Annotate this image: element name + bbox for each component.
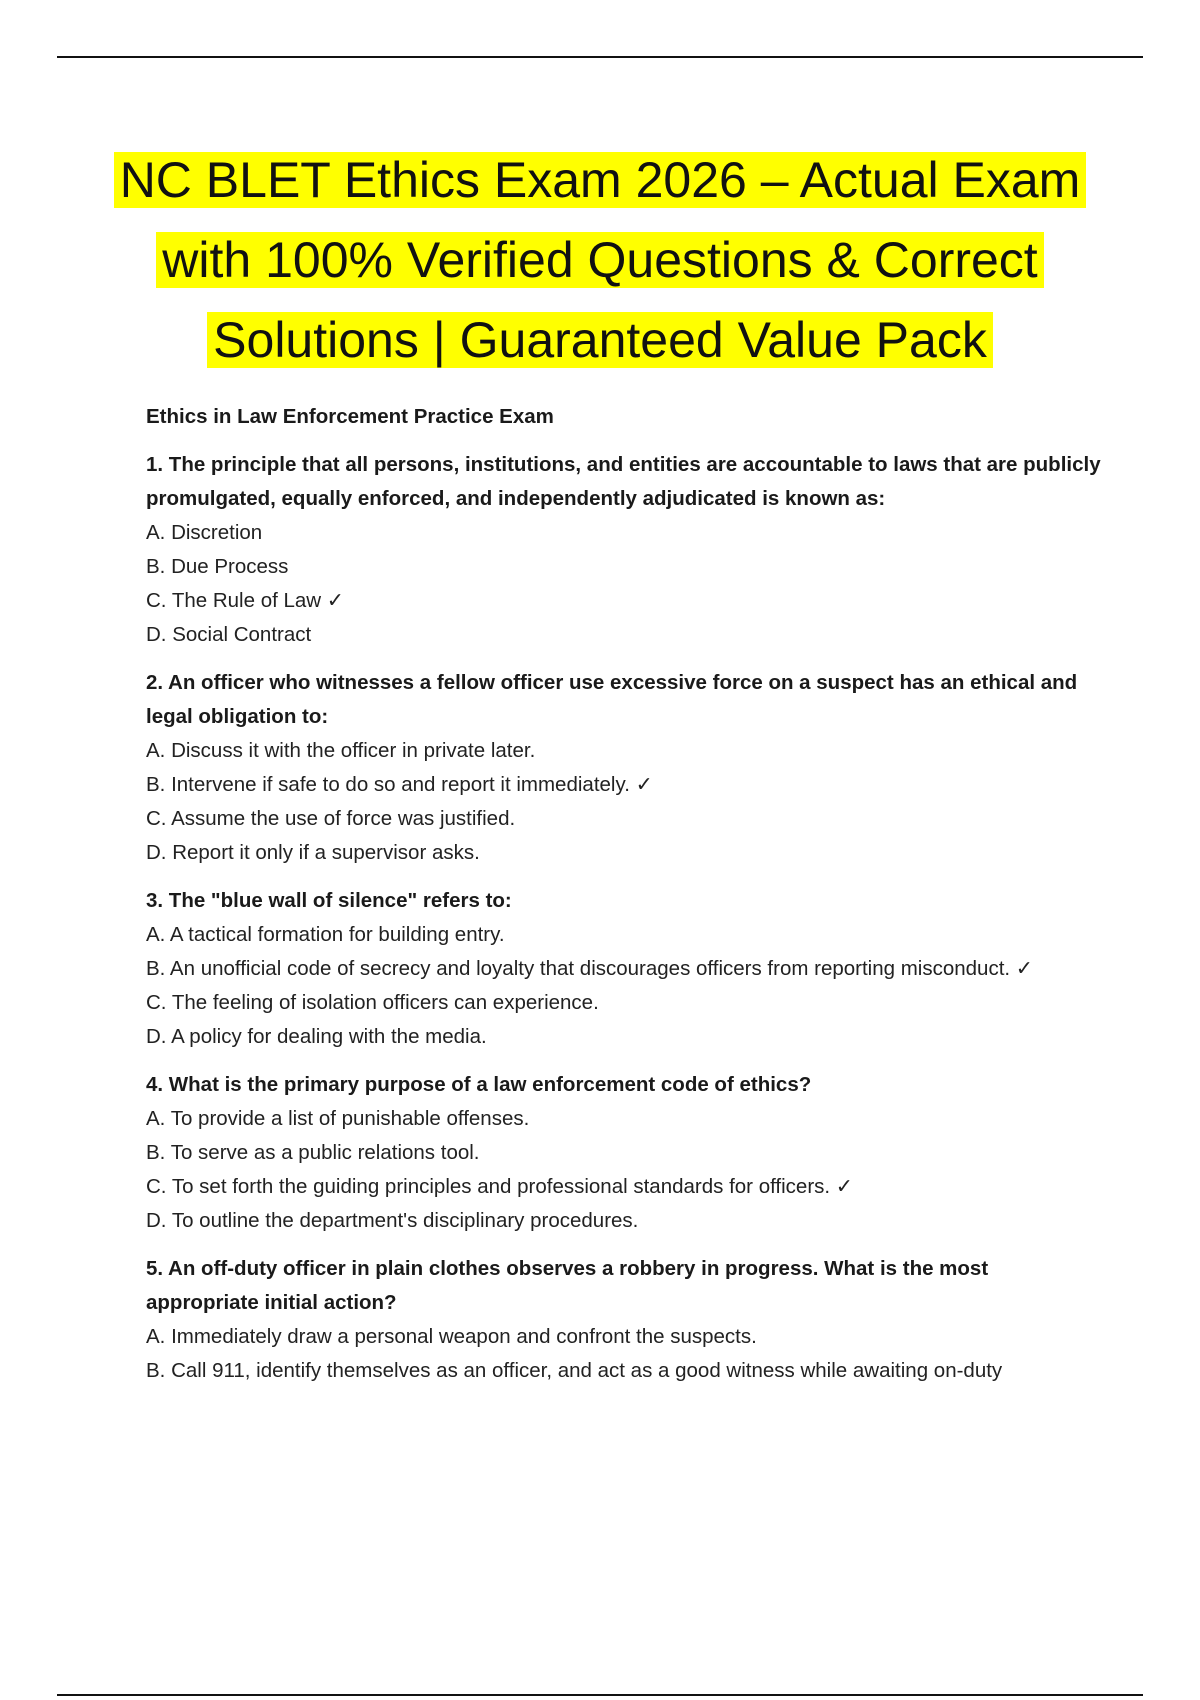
answer-option: D. Social Contract xyxy=(146,623,312,646)
answer-option: A. Immediately draw a personal weapon and confront the suspects. xyxy=(146,1325,757,1348)
answer-option: C. The feeling of isolation officers can experience. xyxy=(146,991,599,1014)
section-heading: Ethics in Law Enforcement Practice Exam xyxy=(146,405,554,428)
title-line xyxy=(60,300,1140,380)
title-line-text: NC BLET Ethics Exam 2026 – Actual Exam xyxy=(114,152,1087,208)
answer-option-correct: C. To set forth the guiding principles and professional standards for officers. ✓ xyxy=(146,1175,853,1198)
answer-option: D. To outline the department's disciplinary procedures. xyxy=(146,1209,639,1232)
answer-option: B. Call 911, identify themselves as an officer, and act as a good witness while awaiting on-duty xyxy=(146,1359,1003,1382)
answer-option: C. Assume the use of force was justified. xyxy=(146,807,516,830)
question-text: 4. What is the primary purpose of a law enforcement code of ethics? xyxy=(146,1073,812,1096)
top-rule xyxy=(57,56,1143,58)
question-text: 1. The principle that all persons, institutions, and entities are accountable to laws that are publicly promulgated, equally enforced, and independently adjudicated is known as: xyxy=(146,453,1101,510)
title-line-text: with 100% Verified Questions & Correct xyxy=(156,232,1043,288)
question-text: 5. An off-duty officer in plain clothes observes a robbery in progress. What is the most appropriate initial action? xyxy=(146,1257,989,1314)
answer-option: A. A tactical formation for building entry. xyxy=(146,923,505,946)
question-text: 3. The "blue wall of silence" refers to: xyxy=(146,889,512,912)
document-title xyxy=(60,140,1140,380)
answer-option-correct: B. An unofficial code of secrecy and loyalty that discourages officers from reporting misconduct. ✓ xyxy=(146,957,1033,980)
question-text: 2. An officer who witnesses a fellow officer use excessive force on a suspect has an ethical and legal obligation to: xyxy=(146,671,1078,728)
question-1 xyxy=(146,448,1106,652)
question-2 xyxy=(146,666,1106,870)
answer-option: B. To serve as a public relations tool. xyxy=(146,1141,480,1164)
bottom-rule xyxy=(57,1694,1143,1696)
answer-option: A. Discretion xyxy=(146,521,263,544)
title-line xyxy=(60,220,1140,300)
answer-option: A. To provide a list of punishable offenses. xyxy=(146,1107,530,1130)
question-5 xyxy=(146,1252,1106,1388)
exam-content xyxy=(146,400,1106,1402)
title-line-text: Solutions | Guaranteed Value Pack xyxy=(207,312,993,368)
answer-option: D. A policy for dealing with the media. xyxy=(146,1025,487,1048)
answer-option: D. Report it only if a supervisor asks. xyxy=(146,841,480,864)
answer-option-correct: C. The Rule of Law ✓ xyxy=(146,589,344,612)
question-3 xyxy=(146,884,1106,1054)
answer-option: A. Discuss it with the officer in private later. xyxy=(146,739,536,762)
answer-option-correct: B. Intervene if safe to do so and report it immediately. ✓ xyxy=(146,773,653,796)
title-line xyxy=(60,140,1140,220)
question-4 xyxy=(146,1068,1106,1238)
answer-option: B. Due Process xyxy=(146,555,289,578)
